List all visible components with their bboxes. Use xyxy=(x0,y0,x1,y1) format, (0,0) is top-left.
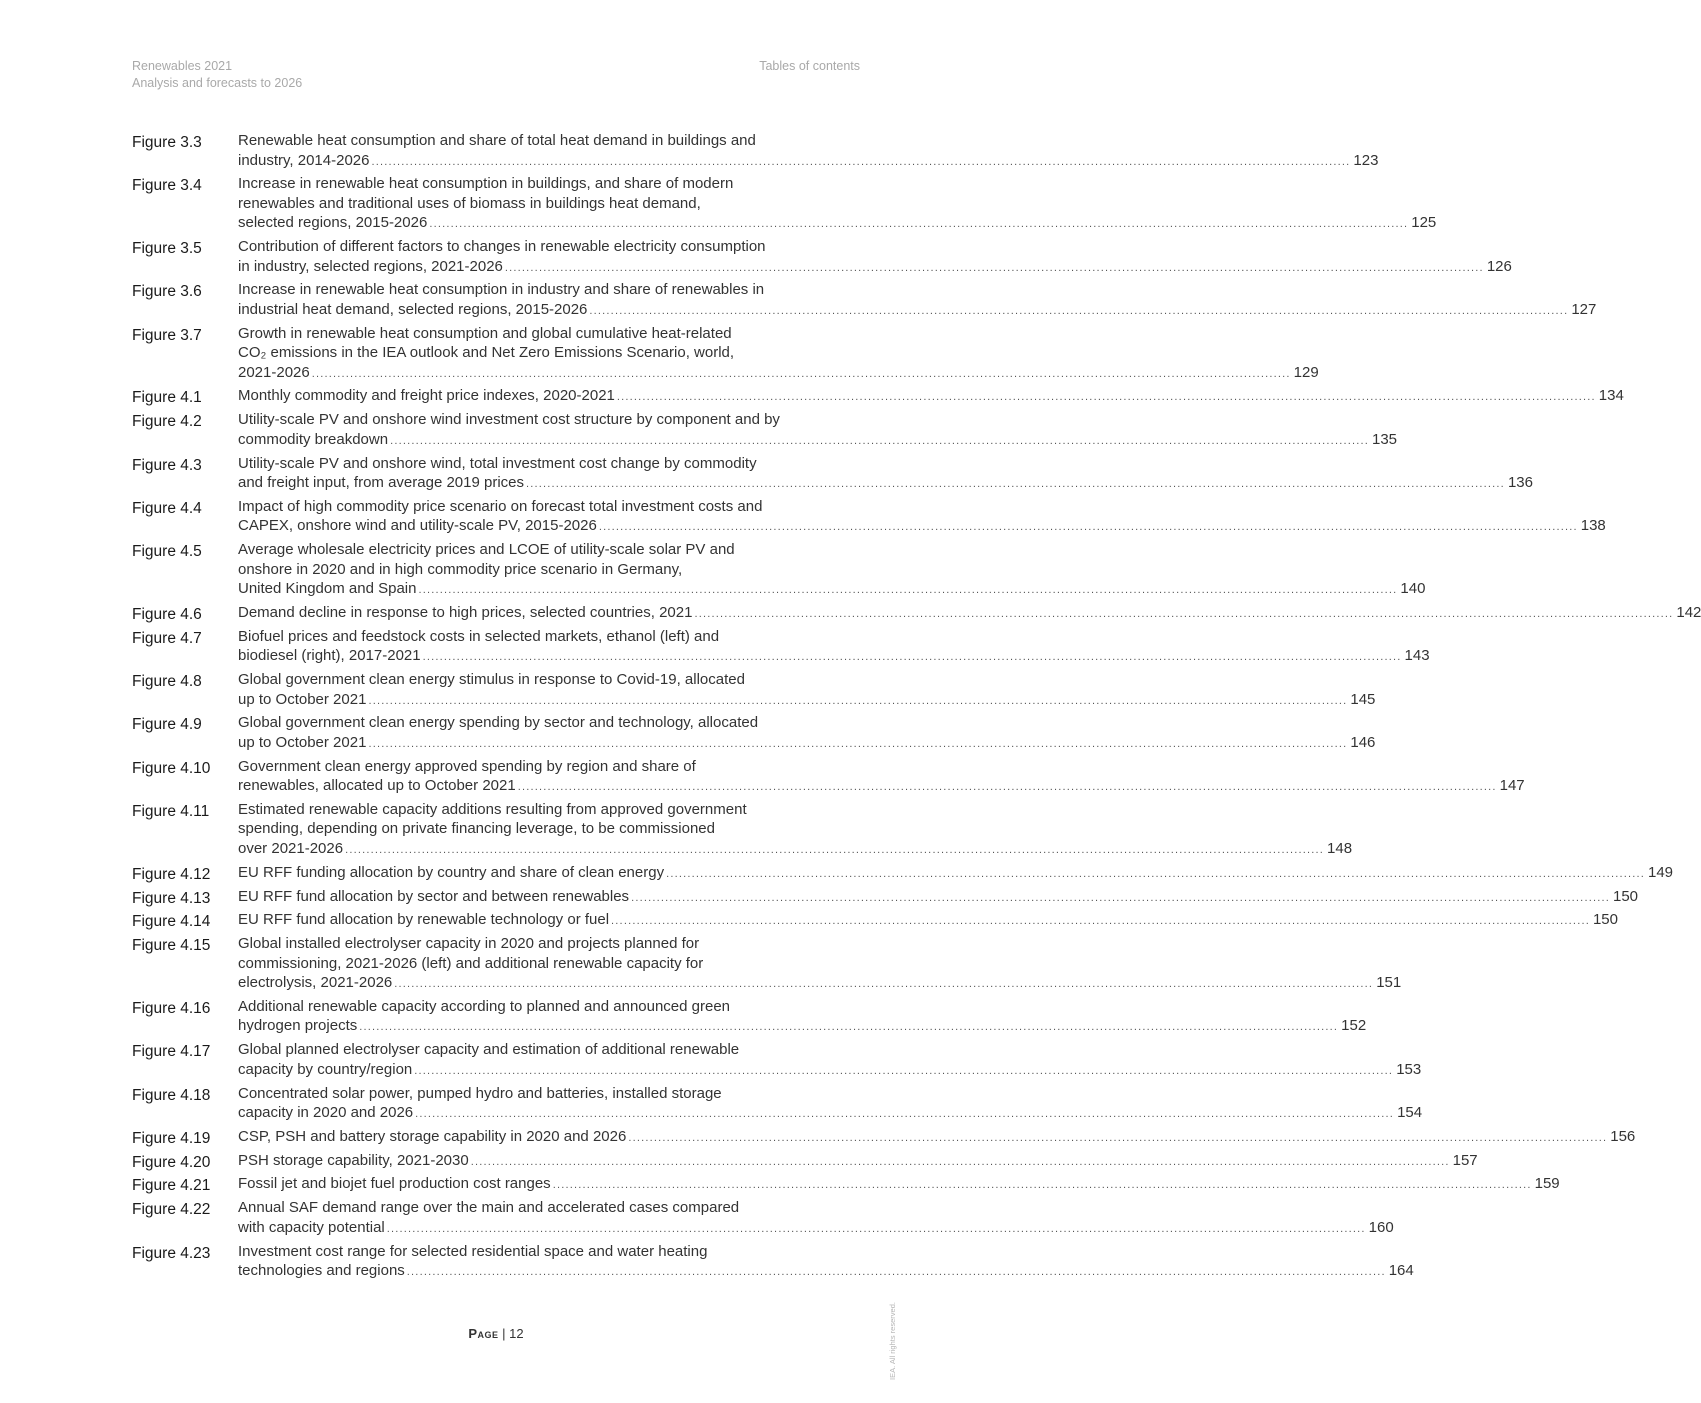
toc-entry[interactable] xyxy=(132,1127,1636,1149)
caption-last-line xyxy=(238,363,1319,385)
toc-entry[interactable] xyxy=(132,713,1376,754)
figure-caption xyxy=(238,497,1606,538)
figure-caption xyxy=(238,410,1397,451)
caption-line: onshore in 2020 and in high commodity price scenario in Germany, xyxy=(238,560,683,578)
caption-line: up to October 2021 xyxy=(238,733,367,751)
figure-number: Figure 4.4 xyxy=(132,499,202,517)
toc-entry[interactable] xyxy=(132,1198,1394,1239)
figure-number: Figure 3.5 xyxy=(132,240,202,258)
caption-line: Fossil jet and biojet fuel production cost ranges xyxy=(238,1175,551,1193)
figure-number: Figure 4.22 xyxy=(132,1201,211,1219)
caption-line: over 2021-2026 xyxy=(238,839,344,857)
caption-last-line xyxy=(238,973,1401,995)
caption-line: Investment cost range for selected residential space and water heating xyxy=(238,1242,708,1260)
caption-last-line xyxy=(238,776,1525,798)
caption-last-line xyxy=(238,300,1596,322)
caption-line: biodiesel (right), 2017-2021 xyxy=(238,647,421,665)
page-reference[interactable]: 150 xyxy=(1592,911,1618,929)
caption-line: 2021-2026 xyxy=(238,363,310,381)
caption-line: renewables and traditional uses of biomass in buildings heat demand, xyxy=(238,194,701,212)
caption-line: commissioning, 2021-2026 (left) and additional renewable capacity for xyxy=(238,954,704,972)
page-reference[interactable]: 149 xyxy=(1648,863,1674,881)
report-subtitle: Analysis and forecasts to 2026 xyxy=(132,76,303,90)
dot-leader xyxy=(589,302,1568,322)
toc-entry[interactable] xyxy=(132,863,1674,885)
dot-leader xyxy=(599,518,1578,538)
page-reference[interactable]: 164 xyxy=(1388,1262,1414,1280)
toc-entry[interactable] xyxy=(132,1084,1423,1125)
caption-line: Global government clean energy spending by sector and technology, allocated xyxy=(238,714,759,732)
caption-last-line xyxy=(238,863,1673,885)
caption-last-line xyxy=(238,386,1624,408)
caption-line: Utility-scale PV and onshore wind investment cost structure by component and by xyxy=(238,411,780,429)
toc-entry[interactable] xyxy=(132,410,1398,451)
figure-caption xyxy=(238,454,1533,495)
dot-leader xyxy=(312,365,1291,385)
toc-entry[interactable] xyxy=(132,540,1426,601)
toc-entry[interactable] xyxy=(132,324,1319,385)
caption-line: industrial heat demand, selected regions, 2015-2026 xyxy=(238,300,588,318)
figure-caption xyxy=(238,1127,1635,1149)
caption-last-line xyxy=(238,579,1425,601)
figure-number: Figure 4.17 xyxy=(132,1043,211,1061)
toc-entry[interactable] xyxy=(132,997,1367,1038)
figure-caption xyxy=(238,1174,1560,1196)
caption-line: Increase in renewable heat consumption in buildings, and share of modern xyxy=(238,175,734,193)
figure-number: Figure 4.6 xyxy=(132,605,202,623)
figure-number: Figure 3.6 xyxy=(132,283,202,301)
caption-last-line xyxy=(238,1151,1478,1173)
figure-caption xyxy=(238,1084,1422,1125)
dot-leader xyxy=(394,975,1373,995)
dot-leader xyxy=(415,1105,1394,1125)
section-header: Tables of contents xyxy=(759,59,860,73)
figure-caption xyxy=(238,997,1366,1038)
figure-number: Figure 4.21 xyxy=(132,1177,211,1195)
dot-leader xyxy=(628,1129,1607,1149)
figure-number: Figure 4.5 xyxy=(132,543,202,561)
dot-leader xyxy=(418,581,1397,601)
caption-line: Demand decline in response to high prices, selected countries, 2021 xyxy=(238,603,693,621)
caption-line: Global installed electrolyser capacity in 2020 and projects planned for xyxy=(238,935,700,953)
dot-leader xyxy=(368,692,1347,712)
figure-number: Figure 4.14 xyxy=(132,913,211,931)
dot-leader xyxy=(371,153,1350,173)
toc-entry[interactable] xyxy=(132,757,1525,798)
dot-leader xyxy=(390,432,1369,452)
toc-entry[interactable] xyxy=(132,1242,1414,1283)
caption-line: commodity breakdown xyxy=(238,430,389,448)
caption-last-line xyxy=(238,646,1430,668)
page-reference[interactable]: 127 xyxy=(1571,300,1597,318)
caption-line: Government clean energy approved spending by region and share of xyxy=(238,757,696,775)
figure-caption xyxy=(238,386,1624,408)
caption-last-line xyxy=(238,1174,1560,1196)
caption-last-line xyxy=(238,839,1352,861)
figure-caption xyxy=(238,934,1401,995)
caption-line: with capacity potential xyxy=(238,1218,385,1236)
caption-line: spending, depending on private financing leverage, to be commissioned xyxy=(238,820,715,838)
figure-caption xyxy=(238,131,1378,172)
caption-last-line xyxy=(238,690,1375,712)
page-reference[interactable]: 142 xyxy=(1676,603,1701,621)
page-reference[interactable]: 151 xyxy=(1376,974,1402,992)
caption-last-line xyxy=(238,1261,1414,1283)
figure-caption xyxy=(238,800,1352,861)
caption-line: Annual SAF demand range over the main and accelerated cases compared xyxy=(238,1199,740,1217)
page-reference[interactable]: 157 xyxy=(1452,1151,1478,1169)
page-reference[interactable]: 152 xyxy=(1341,1017,1367,1035)
toc-entry[interactable] xyxy=(132,386,1624,408)
figure-number: Figure 4.9 xyxy=(132,716,202,734)
dot-leader xyxy=(694,605,1673,625)
page-number: 12 xyxy=(509,1326,524,1341)
figure-caption xyxy=(238,863,1673,885)
dot-leader xyxy=(345,841,1324,861)
page-reference[interactable]: 160 xyxy=(1368,1218,1394,1236)
caption-last-line xyxy=(238,213,1436,235)
figure-number: Figure 4.8 xyxy=(132,673,202,691)
caption-line: Increase in renewable heat consumption in industry and share of renewables in xyxy=(238,281,765,299)
caption-last-line xyxy=(238,473,1533,495)
page-reference[interactable]: 140 xyxy=(1400,580,1426,598)
page-reference[interactable]: 156 xyxy=(1610,1127,1636,1145)
caption-line: Contribution of different factors to changes in renewable electricity consumption xyxy=(238,238,766,256)
figure-caption xyxy=(238,324,1319,385)
caption-line: EU RFF funding allocation by country and share of clean energy xyxy=(238,863,665,881)
figure-caption xyxy=(238,1242,1414,1283)
figure-number: Figure 4.2 xyxy=(132,413,202,431)
caption-line: Average wholesale electricity prices and LCOE of utility-scale solar PV and xyxy=(238,541,735,559)
caption-last-line xyxy=(238,910,1618,932)
dot-leader xyxy=(666,865,1645,885)
figure-number: Figure 4.1 xyxy=(132,389,202,407)
toc-entry[interactable] xyxy=(132,237,1512,278)
page-reference[interactable]: 147 xyxy=(1499,777,1525,795)
dot-leader xyxy=(611,912,1590,932)
toc-entry[interactable] xyxy=(132,131,1379,172)
caption-line: United Kingdom and Spain xyxy=(238,580,417,598)
caption-line: Concentrated solar power, pumped hydro and batteries, installed storage xyxy=(238,1084,722,1102)
figure-caption xyxy=(238,627,1430,668)
caption-last-line xyxy=(238,516,1606,538)
list-of-figures xyxy=(132,131,1701,1285)
caption-line: CO₂ emissions in the IEA outlook and Net Zero Emissions Scenario, world, xyxy=(238,344,735,362)
toc-entry[interactable] xyxy=(132,603,1701,625)
caption-line: PSH storage capability, 2021-2030 xyxy=(238,1151,469,1169)
caption-last-line xyxy=(238,151,1378,173)
page-reference[interactable]: 146 xyxy=(1350,733,1376,751)
toc-entry[interactable] xyxy=(132,1174,1560,1196)
caption-line: Renewable heat consumption and share of total heat demand in buildings and xyxy=(238,132,756,149)
figure-caption xyxy=(238,757,1525,798)
caption-line: Growth in renewable heat consumption and global cumulative heat-related xyxy=(238,324,732,342)
figure-number: Figure 3.4 xyxy=(132,177,202,195)
figure-caption xyxy=(238,713,1375,754)
figure-caption xyxy=(238,540,1425,601)
report-title: Renewables 2021 xyxy=(132,59,233,73)
figure-number: Figure 4.11 xyxy=(132,802,210,820)
caption-line: CSP, PSH and battery storage capability in 2020 and 2026 xyxy=(238,1127,627,1145)
toc-entry[interactable] xyxy=(132,497,1606,538)
page-reference[interactable]: 143 xyxy=(1404,647,1430,665)
caption-last-line xyxy=(238,603,1701,625)
toc-entry[interactable] xyxy=(132,1151,1478,1173)
toc-entry[interactable] xyxy=(132,910,1618,932)
caption-line: capacity by country/region xyxy=(238,1060,413,1078)
caption-line: Global government clean energy stimulus in response to Covid-19, allocated xyxy=(238,671,745,689)
caption-line: Biofuel prices and feedstock costs in selected markets, ethanol (left) and xyxy=(238,627,720,645)
caption-line: renewables, allocated up to October 2021 xyxy=(238,777,516,795)
figure-number: Figure 4.23 xyxy=(132,1244,211,1262)
figure-number: Figure 4.16 xyxy=(132,999,211,1017)
caption-last-line xyxy=(238,1127,1635,1149)
figure-number: Figure 4.15 xyxy=(132,937,211,955)
page-reference[interactable]: 159 xyxy=(1534,1175,1560,1193)
caption-line: Estimated renewable capacity additions resulting from approved government xyxy=(238,800,747,818)
page-label: Page xyxy=(468,1326,499,1341)
caption-last-line xyxy=(238,1218,1394,1240)
caption-line: Monthly commodity and freight price indexes, 2020-2021 xyxy=(238,387,615,405)
dot-leader xyxy=(553,1176,1532,1196)
figure-caption xyxy=(238,910,1618,932)
toc-entry[interactable] xyxy=(132,174,1437,235)
dot-leader xyxy=(423,648,1402,668)
caption-last-line xyxy=(238,887,1638,909)
figure-caption xyxy=(238,280,1596,321)
page-reference[interactable]: 135 xyxy=(1372,430,1398,448)
figure-number: Figure 4.12 xyxy=(132,865,211,883)
caption-line: capacity in 2020 and 2026 xyxy=(238,1104,414,1122)
page-reference[interactable]: 129 xyxy=(1293,363,1319,381)
caption-line: and freight input, from average 2019 prices xyxy=(238,474,525,492)
caption-line: Additional renewable capacity according to planned and announced green xyxy=(238,997,731,1015)
figure-number: Figure 4.10 xyxy=(132,759,211,777)
page-reference[interactable]: 148 xyxy=(1327,839,1353,857)
caption-line: up to October 2021 xyxy=(238,690,367,708)
caption-last-line xyxy=(238,733,1375,755)
figure-caption xyxy=(238,1151,1478,1173)
figure-number: Figure 4.19 xyxy=(132,1129,211,1147)
caption-line: CAPEX, onshore wind and utility-scale PV, 2015-2026 xyxy=(238,517,597,535)
toc-entry[interactable] xyxy=(132,280,1597,321)
page-reference[interactable]: 154 xyxy=(1397,1104,1423,1122)
page-reference[interactable]: 153 xyxy=(1396,1060,1422,1078)
dot-leader xyxy=(505,259,1484,279)
copyright-notice: IEA. All rights reserved. xyxy=(888,1302,897,1380)
figure-caption xyxy=(238,887,1638,909)
dot-leader xyxy=(414,1062,1393,1082)
dot-leader xyxy=(387,1220,1366,1240)
caption-last-line xyxy=(238,1060,1421,1082)
toc-entry[interactable] xyxy=(132,934,1402,995)
caption-line: industry, 2014-2026 xyxy=(238,151,370,169)
dot-leader xyxy=(471,1153,1450,1173)
caption-line: electrolysis, 2021-2026 xyxy=(238,974,393,992)
dot-leader xyxy=(368,735,1347,755)
caption-line: Utility-scale PV and onshore wind, total investment cost change by commodity xyxy=(238,454,757,472)
figure-number: Figure 4.18 xyxy=(132,1086,211,1104)
caption-line: selected regions, 2015-2026 xyxy=(238,214,428,232)
caption-line: Global planned electrolyser capacity and estimation of additional renewable xyxy=(238,1041,740,1059)
page-reference[interactable]: 150 xyxy=(1612,887,1639,905)
figure-number: Figure 4.20 xyxy=(132,1153,211,1171)
page-reference[interactable]: 138 xyxy=(1580,517,1606,535)
dot-leader xyxy=(429,215,1408,235)
figure-number: Figure 4.7 xyxy=(132,629,202,647)
toc-entry[interactable] xyxy=(132,627,1430,668)
dot-leader xyxy=(407,1263,1386,1283)
page-reference[interactable]: 134 xyxy=(1598,387,1624,405)
page-footer xyxy=(0,1326,992,1341)
caption-line: EU RFF fund allocation by sector and between renewables xyxy=(238,887,630,905)
toc-entry[interactable] xyxy=(132,887,1639,909)
figure-caption xyxy=(238,1198,1394,1239)
toc-entry[interactable] xyxy=(132,1040,1422,1081)
caption-line: hydrogen projects xyxy=(238,1017,358,1035)
page-reference[interactable]: 126 xyxy=(1486,257,1512,275)
caption-line: in industry, selected regions, 2021-2026 xyxy=(238,257,503,275)
caption-line: EU RFF fund allocation by renewable technology or fuel xyxy=(238,911,610,929)
figure-caption xyxy=(238,670,1375,711)
caption-last-line xyxy=(238,257,1512,279)
toc-entry[interactable] xyxy=(132,454,1533,495)
dot-leader xyxy=(518,778,1497,798)
figure-number: Figure 4.13 xyxy=(132,889,211,907)
figure-number: Figure 4.3 xyxy=(132,456,202,474)
caption-line: Impact of high commodity price scenario on forecast total investment costs and xyxy=(238,497,763,515)
page-reference[interactable]: 136 xyxy=(1507,474,1533,492)
figure-caption xyxy=(238,174,1436,235)
figure-caption xyxy=(238,603,1701,625)
toc-entry[interactable] xyxy=(132,670,1376,711)
figure-caption xyxy=(238,237,1512,278)
caption-last-line xyxy=(238,1103,1422,1125)
page-separator: | xyxy=(498,1326,510,1341)
page-reference[interactable]: 125 xyxy=(1411,214,1437,232)
dot-leader xyxy=(359,1018,1338,1038)
caption-line: technologies and regions xyxy=(238,1262,405,1280)
page-reference[interactable]: 145 xyxy=(1350,690,1376,708)
figure-caption xyxy=(238,1040,1421,1081)
dot-leader xyxy=(526,475,1505,495)
toc-entry[interactable] xyxy=(132,800,1353,861)
document-header xyxy=(132,58,302,92)
figure-number: Figure 3.7 xyxy=(132,326,202,344)
caption-last-line xyxy=(238,430,1397,452)
dot-leader xyxy=(617,388,1596,408)
caption-last-line xyxy=(238,1016,1366,1038)
figure-number: Figure 3.3 xyxy=(132,134,202,151)
page-reference[interactable]: 123 xyxy=(1353,151,1379,169)
dot-leader xyxy=(631,889,1610,909)
